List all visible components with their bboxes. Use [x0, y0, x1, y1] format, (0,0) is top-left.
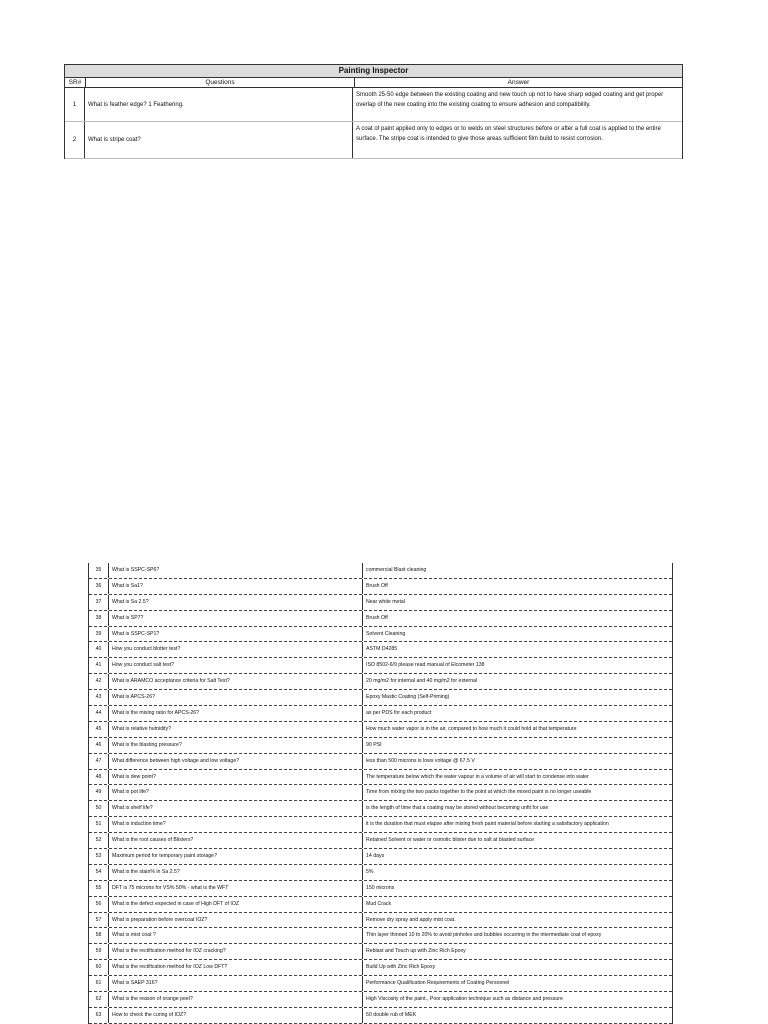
- row-answer: Performance Qualification Requirements of Coating Personnel: [366, 980, 510, 987]
- table-row: [89, 928, 672, 944]
- table-row: [89, 960, 672, 976]
- row-question: What is SSPC-SP1?: [109, 627, 363, 642]
- row-answer: 20 mg/m2 for internal and 40 mg/m2 for external: [366, 678, 478, 685]
- table-row: [89, 658, 672, 674]
- row-answer: Build Up with Zinc Rich Epoxy: [366, 964, 436, 971]
- table-row: [89, 627, 672, 643]
- table-row: [89, 642, 672, 658]
- row-sr: 42: [89, 674, 109, 689]
- header-questions: Questions: [86, 78, 355, 87]
- row-question: What is the rectification method for IOZ cracking?: [109, 944, 363, 959]
- table-row: [89, 817, 672, 833]
- row-sr: 50: [89, 801, 109, 816]
- table-row: [65, 122, 682, 159]
- table-row: [89, 754, 672, 770]
- row-question: DFT is 75 microns for VS% 50% - what is the WFT: [109, 881, 363, 896]
- table-row: [89, 738, 672, 754]
- table-row: [89, 1008, 672, 1024]
- row-question: What is mist coat ?: [109, 928, 363, 943]
- row-answer: A coat of paint applied only to edges or to welds on steel structures before or after a full coat is applied to the entire surface. The stripe coat is intended to give those areas sufficient film build to resist corrosion.: [356, 126, 661, 142]
- table-row: [89, 706, 672, 722]
- row-sr: 56: [89, 897, 109, 912]
- row-sr: 36: [89, 579, 109, 594]
- row-answer: Brush Off: [366, 582, 388, 589]
- row-answer: Epoxy Mastic Coating (Self-Priming): [366, 694, 450, 701]
- row-question: What is SAEP 316?: [109, 976, 363, 991]
- row-answer: Near white metal: [366, 598, 405, 605]
- row-question: Maximum period for temporary paint storage?: [109, 849, 363, 864]
- row-question: What is dew point?: [109, 770, 363, 785]
- row-answer: commercial Blast cleaning: [366, 567, 427, 573]
- row-answer: The temperature below which the water vapour in a volume of air will start to condense into water: [366, 773, 589, 780]
- row-question: What is feather edge? 1 Feathering.: [85, 88, 353, 121]
- row-sr: 63: [89, 1008, 109, 1023]
- table-row: [89, 881, 672, 897]
- row-question: What is preparation before overcoat IOZ?: [109, 913, 363, 928]
- table-row: [89, 770, 672, 786]
- table-row: [89, 579, 672, 595]
- row-answer: Solvent Cleaning: [366, 630, 406, 637]
- table-row: [89, 674, 672, 690]
- row-sr: 52: [89, 833, 109, 848]
- row-question: What is Sa1?: [109, 579, 363, 594]
- row-question: What is relative humidity?: [109, 722, 363, 737]
- table-header: [65, 78, 682, 88]
- row-answer: Reblast and Touch up with Zinc Rich Epoxy: [366, 948, 466, 955]
- row-answer: Thin layer thinned 10 to 20% to avoid pinholes and bubbles occurring in the intermediate coat of epoxy: [366, 932, 602, 939]
- row-question: What is SP7?: [109, 611, 363, 626]
- row-sr: 55: [89, 881, 109, 896]
- header-sr: SR#: [65, 78, 86, 87]
- painting-inspector-table: [64, 64, 683, 159]
- header-answer: Answer: [507, 79, 530, 86]
- row-sr: 58: [89, 928, 109, 943]
- row-answer: it is the duration that must elapse after mixing fresh paint material before starting a satisfactory application: [366, 821, 609, 828]
- row-answer: 90 PSI: [366, 741, 382, 748]
- row-sr: 54: [89, 865, 109, 880]
- row-question: What is shelf life?: [109, 801, 363, 816]
- qa-table-continued: [88, 563, 673, 1024]
- table-row: [89, 897, 672, 913]
- row-question: What is the stain% in Sa 2.5?: [109, 865, 363, 880]
- row-answer: is the length of time that a coating may be stored without becoming unfit for use: [366, 805, 549, 812]
- row-sr: 48: [89, 770, 109, 785]
- table-row: [89, 722, 672, 738]
- row-answer: Time from mixing the two packs together to the point at which the mixed paint is no longer useable: [366, 789, 592, 796]
- table-row: [89, 833, 672, 849]
- table-row: [89, 801, 672, 817]
- table-row: [89, 865, 672, 881]
- row-sr: 39: [89, 627, 109, 642]
- table-title: Painting Inspector: [65, 65, 682, 78]
- row-question: What is the rectification method for IOZ Low DFT?: [109, 960, 363, 975]
- row-sr: 44: [89, 706, 109, 721]
- row-answer: Mud Crack: [366, 900, 392, 907]
- row-sr: 40: [89, 642, 109, 657]
- row-question: What is SSPC-SP6?: [109, 563, 363, 578]
- table-row: [89, 785, 672, 801]
- row-question: What is ARAMCO acceptance criteria for Salt Test?: [109, 674, 363, 689]
- row-question: What is the mixing ratio for APCS-26?: [109, 706, 363, 721]
- row-sr: 59: [89, 944, 109, 959]
- row-sr: 35: [89, 563, 109, 578]
- row-sr: 43: [89, 690, 109, 705]
- row-sr: 45: [89, 722, 109, 737]
- row-question: What is Sa 2.5?: [109, 595, 363, 610]
- row-sr: 41: [89, 658, 109, 673]
- row-sr: 60: [89, 960, 109, 975]
- row-sr: 37: [89, 595, 109, 610]
- row-answer: as per PDS for each product: [366, 710, 432, 717]
- table-row: [89, 595, 672, 611]
- table-row: [89, 690, 672, 706]
- table-row: [89, 611, 672, 627]
- row-question: What is APCS-26?: [109, 690, 363, 705]
- row-answer: ASTM D4285: [366, 646, 398, 653]
- row-answer: ISO 8502-6/9 please read manual of Elcometer 138: [366, 662, 485, 669]
- row-answer: 50 double rub of MEK: [366, 1011, 417, 1018]
- row-answer: Brush Off: [366, 614, 388, 621]
- table-row: [89, 992, 672, 1008]
- row-question: What is pot life?: [109, 785, 363, 800]
- row-question: What is stripe coat?: [85, 122, 353, 158]
- row-sr: 51: [89, 817, 109, 832]
- table-row: [89, 849, 672, 865]
- table-row: [89, 976, 672, 992]
- row-question: How you conduct salt test?: [109, 658, 363, 673]
- row-question: How to check the curing of IOZ?: [109, 1008, 363, 1023]
- row-answer: 5%: [366, 868, 374, 875]
- row-answer: 150 microns: [366, 884, 395, 891]
- row-sr: 57: [89, 913, 109, 928]
- row-answer: High Viscosity of the paint., Poor application technique such as distance and pressure: [366, 996, 563, 1003]
- row-sr: 49: [89, 785, 109, 800]
- row-sr: 46: [89, 738, 109, 753]
- table-row: [65, 88, 682, 122]
- row-answer: 14 days: [366, 853, 385, 860]
- row-answer: How much water vapor is in the air, compared to how much it could hold at that temperature: [366, 725, 577, 732]
- row-question: What is the defect expected in case of High DFT of IOZ: [109, 897, 363, 912]
- row-sr: 53: [89, 849, 109, 864]
- row-question: What is the reason of orange peel?: [109, 992, 363, 1007]
- row-answer: less than 500 microns is lows voltage @ 67.5 V: [366, 757, 475, 764]
- table-row: [89, 913, 672, 929]
- row-question: How you conduct blotter test?: [109, 642, 363, 657]
- table-row: [89, 944, 672, 960]
- row-sr: 61: [89, 976, 109, 991]
- row-sr: 38: [89, 611, 109, 626]
- table-row: [89, 563, 672, 579]
- row-question: What is the root causes of Blisters?: [109, 833, 363, 848]
- row-sr: 1: [65, 88, 85, 121]
- row-sr: 47: [89, 754, 109, 769]
- row-question: What is induction time?: [109, 817, 363, 832]
- row-question: What difference between high voltage and low voltage?: [109, 754, 363, 769]
- row-answer: Retained Solvent or water or osmotic blister due to salt at blasted surface: [366, 837, 535, 844]
- row-sr: 62: [89, 992, 109, 1007]
- row-answer: Remove dry spray and apply mist coat.: [366, 916, 456, 923]
- row-question: What is the blasting pressure?: [109, 738, 363, 753]
- row-answer: Smooth 25-50 edge between the existing coating and new touch up not to have sharp edged coating and get proper overlap of the new coating into the existing coating to ensure adhesion and compatibility.: [356, 92, 664, 108]
- row-sr: 2: [65, 122, 85, 158]
